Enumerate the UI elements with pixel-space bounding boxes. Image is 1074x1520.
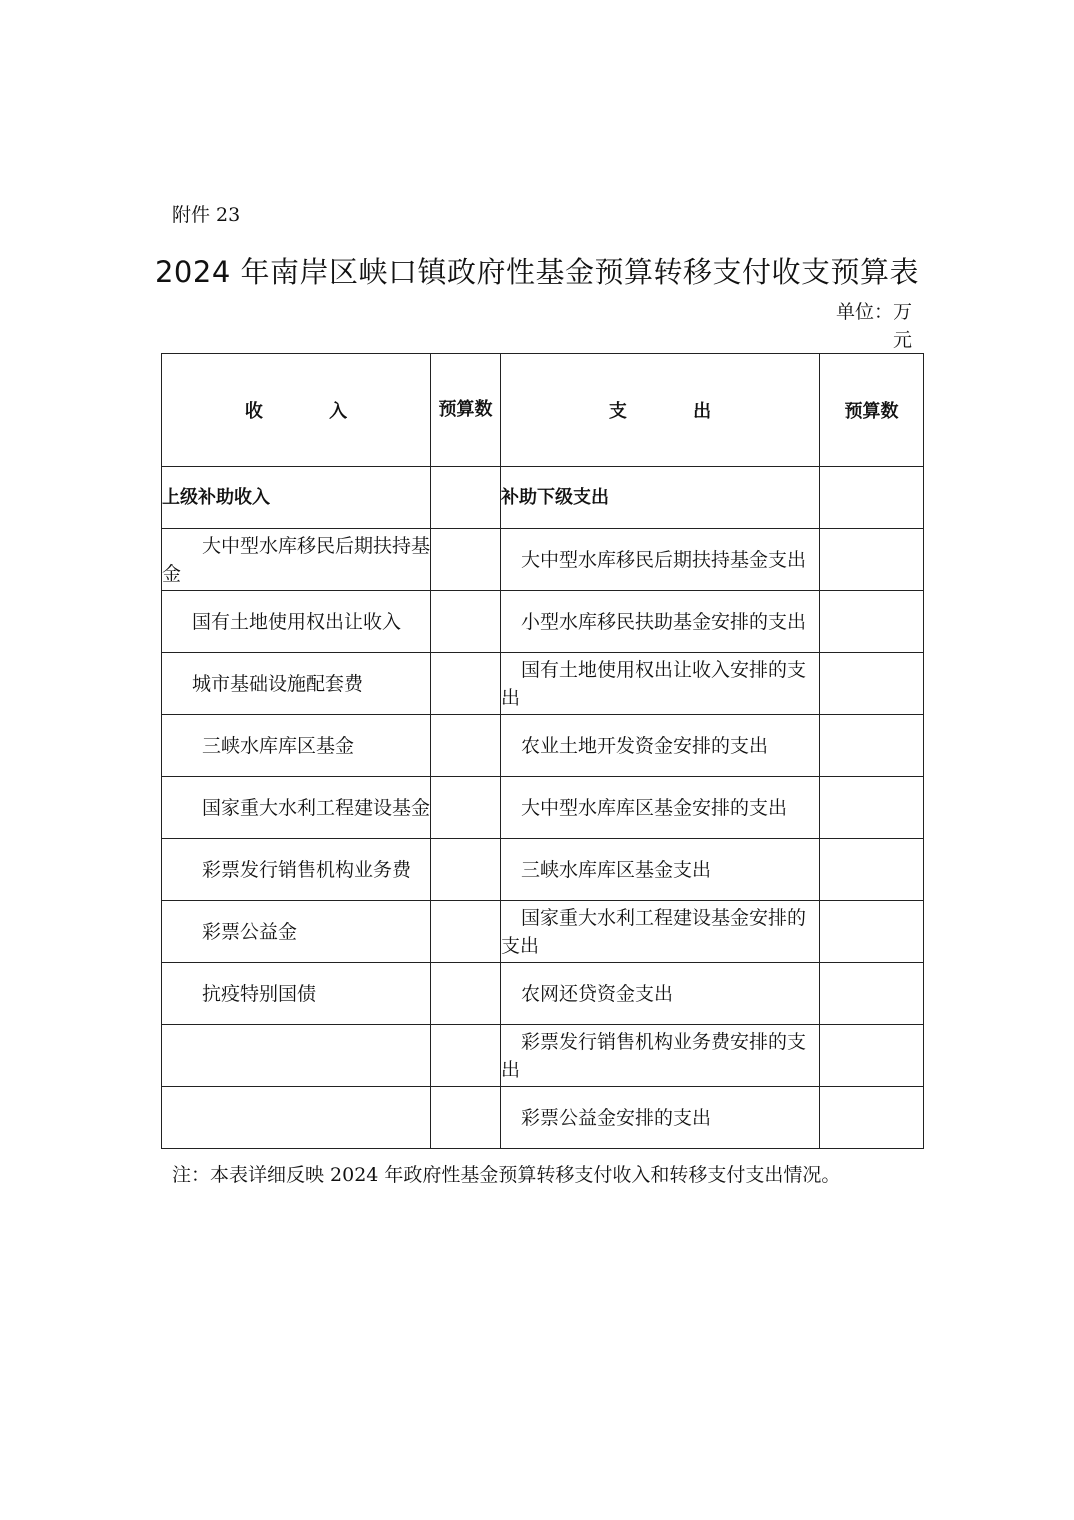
section-expense: 补助下级支出	[501, 467, 820, 529]
expense-amount	[820, 1025, 924, 1087]
income-item	[162, 1025, 431, 1087]
header-expense: 支 出	[501, 354, 820, 467]
table-row	[162, 715, 924, 777]
table-row	[162, 653, 924, 715]
income-item: 大中型水库移民后期扶持基金	[162, 529, 431, 591]
income-item: 三峡水库库区基金	[162, 715, 431, 777]
income-item: 国家重大水利工程建设基金	[162, 777, 431, 839]
header-expense-amount: 预算数	[820, 354, 924, 467]
header-income: 收 入	[162, 354, 431, 467]
expense-item: 小型水库移民扶助基金安排的支出	[501, 591, 820, 653]
expense-item: 大中型水库移民后期扶持基金支出	[501, 529, 820, 591]
expense-amount	[820, 963, 924, 1025]
expense-amount	[820, 839, 924, 901]
section-expense-amount	[820, 467, 924, 529]
table-row	[162, 777, 924, 839]
budget-table	[161, 353, 924, 1149]
income-item: 国有土地使用权出让收入	[162, 591, 431, 653]
table-row	[162, 529, 924, 591]
table-header-row	[162, 354, 924, 467]
income-amount	[431, 963, 501, 1025]
unit-label: 单位：万元	[835, 301, 912, 351]
table-row	[162, 1025, 924, 1087]
header-income-amount: 预算数	[431, 354, 501, 467]
expense-amount	[820, 591, 924, 653]
attachment-label: 附件 23	[172, 204, 241, 226]
expense-item: 农业土地开发资金安排的支出	[501, 715, 820, 777]
expense-item: 三峡水库库区基金支出	[501, 839, 820, 901]
expense-amount	[820, 653, 924, 715]
expense-amount	[820, 715, 924, 777]
income-amount	[431, 653, 501, 715]
table-row	[162, 591, 924, 653]
income-amount	[431, 1087, 501, 1149]
income-item	[162, 1087, 431, 1149]
income-amount	[431, 901, 501, 963]
table-row	[162, 901, 924, 963]
expense-item: 彩票发行销售机构业务费安排的支出	[501, 1025, 820, 1087]
section-income-amount	[431, 467, 501, 529]
expense-amount	[820, 1087, 924, 1149]
income-item: 彩票公益金	[162, 901, 431, 963]
expense-item: 大中型水库库区基金安排的支出	[501, 777, 820, 839]
income-amount	[431, 1025, 501, 1087]
income-item: 城市基础设施配套费	[162, 653, 431, 715]
expense-amount	[820, 529, 924, 591]
table-note: 注：本表详细反映 2024 年政府性基金预算转移支付收入和转移支付支出情况。	[172, 1164, 841, 1186]
page-title: 2024 年南岸区峡口镇政府性基金预算转移支付收支预算表	[154, 255, 920, 289]
income-amount	[431, 777, 501, 839]
section-income: 上级补助收入	[162, 467, 431, 529]
income-amount	[431, 715, 501, 777]
income-item: 抗疫特别国债	[162, 963, 431, 1025]
table-row	[162, 1087, 924, 1149]
expense-amount	[820, 901, 924, 963]
income-item: 彩票发行销售机构业务费	[162, 839, 431, 901]
section-row	[162, 467, 924, 529]
expense-amount	[820, 777, 924, 839]
expense-item: 农网还贷资金支出	[501, 963, 820, 1025]
expense-item: 彩票公益金安排的支出	[501, 1087, 820, 1149]
income-amount	[431, 529, 501, 591]
expense-item: 国家重大水利工程建设基金安排的支出	[501, 901, 820, 963]
income-amount	[431, 839, 501, 901]
table-row	[162, 963, 924, 1025]
table-row	[162, 839, 924, 901]
income-amount	[431, 591, 501, 653]
expense-item: 国有土地使用权出让收入安排的支出	[501, 653, 820, 715]
